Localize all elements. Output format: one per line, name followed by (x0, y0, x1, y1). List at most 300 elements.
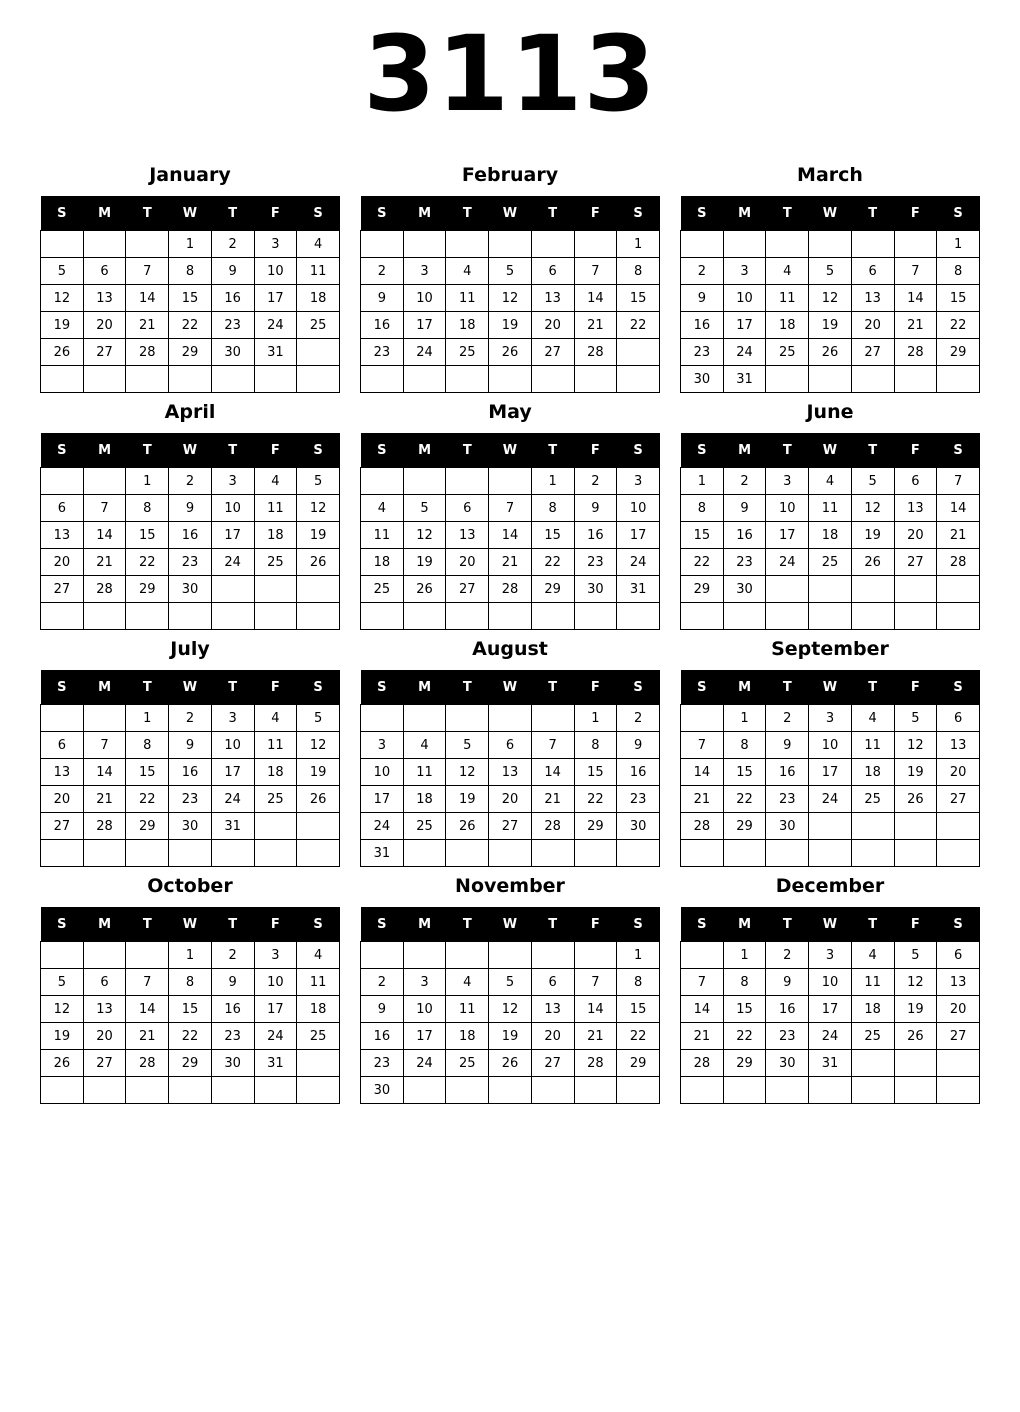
day-cell[interactable]: 24 (211, 549, 254, 576)
day-cell[interactable]: 3 (766, 468, 809, 495)
day-cell[interactable]: 10 (403, 996, 446, 1023)
day-cell[interactable]: 12 (809, 285, 852, 312)
day-cell[interactable]: 24 (403, 339, 446, 366)
day-cell[interactable]: 2 (211, 231, 254, 258)
day-cell[interactable]: 25 (851, 786, 894, 813)
day-cell[interactable]: 22 (617, 312, 660, 339)
day-cell[interactable]: 26 (297, 786, 340, 813)
day-cell[interactable]: 6 (894, 468, 937, 495)
day-cell[interactable]: 14 (126, 996, 169, 1023)
day-cell[interactable]: 17 (211, 759, 254, 786)
day-cell[interactable]: 22 (681, 549, 724, 576)
day-cell[interactable]: 12 (297, 495, 340, 522)
day-cell[interactable]: 17 (403, 1023, 446, 1050)
day-cell[interactable]: 5 (489, 969, 532, 996)
day-cell[interactable]: 23 (681, 339, 724, 366)
day-cell[interactable]: 10 (809, 732, 852, 759)
day-cell[interactable]: 17 (723, 312, 766, 339)
day-cell[interactable]: 20 (41, 549, 84, 576)
day-cell[interactable]: 26 (41, 339, 84, 366)
day-cell[interactable]: 10 (617, 495, 660, 522)
day-cell[interactable]: 25 (766, 339, 809, 366)
day-cell[interactable]: 21 (83, 786, 126, 813)
day-cell[interactable]: 26 (489, 339, 532, 366)
day-cell[interactable]: 13 (531, 285, 574, 312)
day-cell[interactable]: 9 (169, 495, 212, 522)
day-cell[interactable]: 12 (41, 285, 84, 312)
day-cell[interactable]: 9 (723, 495, 766, 522)
day-cell[interactable]: 16 (169, 522, 212, 549)
day-cell[interactable]: 4 (446, 258, 489, 285)
day-cell[interactable]: 21 (937, 522, 980, 549)
day-cell[interactable]: 2 (766, 705, 809, 732)
day-cell[interactable]: 25 (254, 786, 297, 813)
day-cell[interactable]: 8 (723, 969, 766, 996)
day-cell[interactable]: 14 (83, 522, 126, 549)
day-cell[interactable]: 8 (574, 732, 617, 759)
day-cell[interactable]: 18 (254, 522, 297, 549)
day-cell[interactable]: 2 (211, 942, 254, 969)
day-cell[interactable]: 20 (83, 312, 126, 339)
day-cell[interactable]: 5 (446, 732, 489, 759)
day-cell[interactable]: 15 (126, 522, 169, 549)
day-cell[interactable]: 1 (169, 231, 212, 258)
day-cell[interactable]: 13 (851, 285, 894, 312)
day-cell[interactable]: 16 (361, 1023, 404, 1050)
day-cell[interactable]: 24 (254, 1023, 297, 1050)
day-cell[interactable]: 4 (851, 942, 894, 969)
day-cell[interactable]: 16 (361, 312, 404, 339)
day-cell[interactable]: 12 (851, 495, 894, 522)
day-cell[interactable]: 11 (403, 759, 446, 786)
day-cell[interactable]: 25 (297, 1023, 340, 1050)
day-cell[interactable]: 1 (681, 468, 724, 495)
day-cell[interactable]: 14 (894, 285, 937, 312)
day-cell[interactable]: 16 (723, 522, 766, 549)
day-cell[interactable]: 16 (574, 522, 617, 549)
day-cell[interactable]: 29 (617, 1050, 660, 1077)
day-cell[interactable]: 9 (766, 732, 809, 759)
day-cell[interactable]: 7 (531, 732, 574, 759)
day-cell[interactable]: 29 (169, 1050, 212, 1077)
day-cell[interactable]: 3 (403, 258, 446, 285)
day-cell[interactable]: 31 (254, 339, 297, 366)
day-cell[interactable]: 3 (403, 969, 446, 996)
day-cell[interactable]: 30 (766, 1050, 809, 1077)
day-cell[interactable]: 18 (446, 1023, 489, 1050)
day-cell[interactable]: 7 (681, 969, 724, 996)
day-cell[interactable]: 19 (403, 549, 446, 576)
day-cell[interactable]: 10 (211, 732, 254, 759)
day-cell[interactable]: 18 (851, 759, 894, 786)
day-cell[interactable]: 25 (446, 1050, 489, 1077)
day-cell[interactable]: 17 (809, 996, 852, 1023)
day-cell[interactable]: 2 (766, 942, 809, 969)
day-cell[interactable]: 5 (894, 705, 937, 732)
day-cell[interactable]: 23 (361, 1050, 404, 1077)
day-cell[interactable]: 7 (489, 495, 532, 522)
day-cell[interactable]: 24 (809, 786, 852, 813)
day-cell[interactable]: 17 (254, 285, 297, 312)
day-cell[interactable]: 3 (617, 468, 660, 495)
day-cell[interactable]: 3 (809, 705, 852, 732)
day-cell[interactable]: 11 (809, 495, 852, 522)
day-cell[interactable]: 14 (489, 522, 532, 549)
day-cell[interactable]: 26 (489, 1050, 532, 1077)
day-cell[interactable]: 14 (681, 996, 724, 1023)
day-cell[interactable]: 10 (211, 495, 254, 522)
day-cell[interactable]: 8 (681, 495, 724, 522)
day-cell[interactable]: 20 (446, 549, 489, 576)
day-cell[interactable]: 5 (851, 468, 894, 495)
day-cell[interactable]: 20 (894, 522, 937, 549)
day-cell[interactable]: 17 (361, 786, 404, 813)
day-cell[interactable]: 26 (41, 1050, 84, 1077)
day-cell[interactable]: 20 (851, 312, 894, 339)
day-cell[interactable]: 28 (83, 813, 126, 840)
day-cell[interactable]: 2 (361, 258, 404, 285)
day-cell[interactable]: 28 (489, 576, 532, 603)
day-cell[interactable]: 6 (937, 705, 980, 732)
day-cell[interactable]: 28 (681, 813, 724, 840)
day-cell[interactable]: 4 (254, 705, 297, 732)
day-cell[interactable]: 9 (211, 969, 254, 996)
day-cell[interactable]: 17 (211, 522, 254, 549)
day-cell[interactable]: 16 (766, 759, 809, 786)
day-cell[interactable]: 24 (361, 813, 404, 840)
day-cell[interactable]: 1 (169, 942, 212, 969)
day-cell[interactable]: 19 (297, 522, 340, 549)
day-cell[interactable]: 9 (766, 969, 809, 996)
day-cell[interactable]: 24 (809, 1023, 852, 1050)
day-cell[interactable]: 6 (41, 732, 84, 759)
day-cell[interactable]: 2 (169, 468, 212, 495)
day-cell[interactable]: 23 (617, 786, 660, 813)
day-cell[interactable]: 17 (809, 759, 852, 786)
day-cell[interactable]: 20 (531, 1023, 574, 1050)
day-cell[interactable]: 22 (531, 549, 574, 576)
day-cell[interactable]: 29 (126, 576, 169, 603)
day-cell[interactable]: 19 (894, 996, 937, 1023)
day-cell[interactable]: 7 (126, 969, 169, 996)
day-cell[interactable]: 24 (617, 549, 660, 576)
day-cell[interactable]: 13 (531, 996, 574, 1023)
day-cell[interactable]: 25 (254, 549, 297, 576)
day-cell[interactable]: 24 (254, 312, 297, 339)
day-cell[interactable]: 4 (297, 231, 340, 258)
day-cell[interactable]: 23 (169, 549, 212, 576)
day-cell[interactable]: 8 (126, 732, 169, 759)
day-cell[interactable]: 27 (531, 1050, 574, 1077)
day-cell[interactable]: 1 (617, 231, 660, 258)
day-cell[interactable]: 11 (254, 495, 297, 522)
day-cell[interactable]: 8 (169, 258, 212, 285)
day-cell[interactable]: 9 (211, 258, 254, 285)
day-cell[interactable]: 23 (211, 1023, 254, 1050)
day-cell[interactable]: 5 (297, 468, 340, 495)
day-cell[interactable]: 15 (169, 285, 212, 312)
day-cell[interactable]: 17 (766, 522, 809, 549)
day-cell[interactable]: 21 (489, 549, 532, 576)
day-cell[interactable]: 5 (489, 258, 532, 285)
day-cell[interactable]: 22 (617, 1023, 660, 1050)
day-cell[interactable]: 10 (361, 759, 404, 786)
day-cell[interactable]: 30 (681, 366, 724, 393)
day-cell[interactable]: 27 (83, 339, 126, 366)
day-cell[interactable]: 4 (809, 468, 852, 495)
day-cell[interactable]: 22 (574, 786, 617, 813)
day-cell[interactable]: 18 (297, 285, 340, 312)
day-cell[interactable]: 13 (83, 996, 126, 1023)
day-cell[interactable]: 1 (723, 942, 766, 969)
day-cell[interactable]: 14 (574, 285, 617, 312)
day-cell[interactable]: 22 (126, 786, 169, 813)
day-cell[interactable]: 16 (766, 996, 809, 1023)
day-cell[interactable]: 22 (937, 312, 980, 339)
day-cell[interactable]: 20 (937, 759, 980, 786)
day-cell[interactable]: 7 (574, 969, 617, 996)
day-cell[interactable]: 4 (361, 495, 404, 522)
day-cell[interactable]: 9 (617, 732, 660, 759)
day-cell[interactable]: 29 (126, 813, 169, 840)
day-cell[interactable]: 28 (126, 339, 169, 366)
day-cell[interactable]: 15 (169, 996, 212, 1023)
day-cell[interactable]: 11 (851, 732, 894, 759)
day-cell[interactable]: 2 (617, 705, 660, 732)
day-cell[interactable]: 10 (254, 969, 297, 996)
day-cell[interactable]: 18 (254, 759, 297, 786)
day-cell[interactable]: 6 (531, 258, 574, 285)
day-cell[interactable]: 25 (403, 813, 446, 840)
day-cell[interactable]: 4 (766, 258, 809, 285)
day-cell[interactable]: 12 (894, 969, 937, 996)
day-cell[interactable]: 25 (809, 549, 852, 576)
day-cell[interactable]: 15 (617, 285, 660, 312)
day-cell[interactable]: 21 (574, 312, 617, 339)
day-cell[interactable]: 20 (83, 1023, 126, 1050)
day-cell[interactable]: 28 (574, 1050, 617, 1077)
day-cell[interactable]: 27 (937, 1023, 980, 1050)
day-cell[interactable]: 15 (617, 996, 660, 1023)
day-cell[interactable]: 23 (723, 549, 766, 576)
day-cell[interactable]: 6 (489, 732, 532, 759)
day-cell[interactable]: 18 (809, 522, 852, 549)
day-cell[interactable]: 19 (489, 312, 532, 339)
day-cell[interactable]: 30 (169, 813, 212, 840)
day-cell[interactable]: 25 (361, 576, 404, 603)
day-cell[interactable]: 19 (489, 1023, 532, 1050)
day-cell[interactable]: 7 (894, 258, 937, 285)
day-cell[interactable]: 6 (531, 969, 574, 996)
day-cell[interactable]: 1 (723, 705, 766, 732)
day-cell[interactable]: 4 (254, 468, 297, 495)
day-cell[interactable]: 11 (361, 522, 404, 549)
day-cell[interactable]: 19 (446, 786, 489, 813)
day-cell[interactable]: 16 (169, 759, 212, 786)
day-cell[interactable]: 15 (723, 996, 766, 1023)
day-cell[interactable]: 6 (83, 258, 126, 285)
day-cell[interactable]: 10 (403, 285, 446, 312)
day-cell[interactable]: 18 (361, 549, 404, 576)
day-cell[interactable]: 29 (681, 576, 724, 603)
day-cell[interactable]: 4 (446, 969, 489, 996)
day-cell[interactable]: 30 (211, 339, 254, 366)
day-cell[interactable]: 13 (937, 969, 980, 996)
day-cell[interactable]: 10 (809, 969, 852, 996)
day-cell[interactable]: 6 (851, 258, 894, 285)
day-cell[interactable]: 24 (766, 549, 809, 576)
day-cell[interactable]: 19 (894, 759, 937, 786)
day-cell[interactable]: 21 (126, 1023, 169, 1050)
day-cell[interactable]: 28 (574, 339, 617, 366)
day-cell[interactable]: 27 (894, 549, 937, 576)
day-cell[interactable]: 27 (851, 339, 894, 366)
day-cell[interactable]: 21 (126, 312, 169, 339)
day-cell[interactable]: 20 (489, 786, 532, 813)
day-cell[interactable]: 28 (681, 1050, 724, 1077)
day-cell[interactable]: 31 (254, 1050, 297, 1077)
day-cell[interactable]: 16 (211, 996, 254, 1023)
day-cell[interactable]: 9 (169, 732, 212, 759)
day-cell[interactable]: 4 (851, 705, 894, 732)
day-cell[interactable]: 3 (211, 705, 254, 732)
day-cell[interactable]: 7 (574, 258, 617, 285)
day-cell[interactable]: 12 (297, 732, 340, 759)
day-cell[interactable]: 25 (851, 1023, 894, 1050)
day-cell[interactable]: 7 (83, 732, 126, 759)
day-cell[interactable]: 22 (126, 549, 169, 576)
day-cell[interactable]: 30 (766, 813, 809, 840)
day-cell[interactable]: 25 (297, 312, 340, 339)
day-cell[interactable]: 30 (361, 1077, 404, 1104)
day-cell[interactable]: 31 (723, 366, 766, 393)
day-cell[interactable]: 30 (723, 576, 766, 603)
day-cell[interactable]: 9 (361, 285, 404, 312)
day-cell[interactable]: 5 (894, 942, 937, 969)
day-cell[interactable]: 15 (531, 522, 574, 549)
day-cell[interactable]: 26 (894, 1023, 937, 1050)
day-cell[interactable]: 28 (83, 576, 126, 603)
day-cell[interactable]: 7 (126, 258, 169, 285)
day-cell[interactable]: 13 (446, 522, 489, 549)
day-cell[interactable]: 14 (126, 285, 169, 312)
day-cell[interactable]: 18 (766, 312, 809, 339)
day-cell[interactable]: 19 (851, 522, 894, 549)
day-cell[interactable]: 31 (809, 1050, 852, 1077)
day-cell[interactable]: 8 (169, 969, 212, 996)
day-cell[interactable]: 1 (937, 231, 980, 258)
day-cell[interactable]: 26 (894, 786, 937, 813)
day-cell[interactable]: 15 (574, 759, 617, 786)
day-cell[interactable]: 18 (403, 786, 446, 813)
day-cell[interactable]: 11 (766, 285, 809, 312)
day-cell[interactable]: 27 (531, 339, 574, 366)
day-cell[interactable]: 3 (809, 942, 852, 969)
day-cell[interactable]: 29 (531, 576, 574, 603)
day-cell[interactable]: 6 (83, 969, 126, 996)
day-cell[interactable]: 3 (254, 942, 297, 969)
day-cell[interactable]: 23 (169, 786, 212, 813)
day-cell[interactable]: 29 (723, 1050, 766, 1077)
day-cell[interactable]: 5 (297, 705, 340, 732)
day-cell[interactable]: 27 (41, 813, 84, 840)
day-cell[interactable]: 7 (937, 468, 980, 495)
day-cell[interactable]: 19 (297, 759, 340, 786)
day-cell[interactable]: 9 (574, 495, 617, 522)
day-cell[interactable]: 26 (403, 576, 446, 603)
day-cell[interactable]: 27 (41, 576, 84, 603)
day-cell[interactable]: 19 (809, 312, 852, 339)
day-cell[interactable]: 2 (169, 705, 212, 732)
day-cell[interactable]: 30 (211, 1050, 254, 1077)
day-cell[interactable]: 15 (937, 285, 980, 312)
day-cell[interactable]: 21 (681, 1023, 724, 1050)
day-cell[interactable]: 5 (403, 495, 446, 522)
day-cell[interactable]: 2 (361, 969, 404, 996)
day-cell[interactable]: 11 (297, 969, 340, 996)
day-cell[interactable]: 6 (41, 495, 84, 522)
day-cell[interactable]: 23 (766, 786, 809, 813)
day-cell[interactable]: 3 (254, 231, 297, 258)
day-cell[interactable]: 14 (937, 495, 980, 522)
day-cell[interactable]: 12 (41, 996, 84, 1023)
day-cell[interactable]: 27 (937, 786, 980, 813)
day-cell[interactable]: 18 (446, 312, 489, 339)
day-cell[interactable]: 12 (489, 285, 532, 312)
day-cell[interactable]: 2 (723, 468, 766, 495)
day-cell[interactable]: 8 (617, 969, 660, 996)
day-cell[interactable]: 17 (254, 996, 297, 1023)
day-cell[interactable]: 19 (41, 1023, 84, 1050)
day-cell[interactable]: 10 (766, 495, 809, 522)
day-cell[interactable]: 11 (254, 732, 297, 759)
day-cell[interactable]: 3 (361, 732, 404, 759)
day-cell[interactable]: 9 (681, 285, 724, 312)
day-cell[interactable]: 22 (169, 1023, 212, 1050)
day-cell[interactable]: 20 (937, 996, 980, 1023)
day-cell[interactable]: 14 (681, 759, 724, 786)
day-cell[interactable]: 13 (489, 759, 532, 786)
day-cell[interactable]: 8 (126, 495, 169, 522)
day-cell[interactable]: 31 (211, 813, 254, 840)
day-cell[interactable]: 16 (211, 285, 254, 312)
day-cell[interactable]: 11 (446, 996, 489, 1023)
day-cell[interactable]: 28 (937, 549, 980, 576)
day-cell[interactable]: 2 (681, 258, 724, 285)
day-cell[interactable]: 17 (403, 312, 446, 339)
day-cell[interactable]: 13 (41, 522, 84, 549)
day-cell[interactable]: 13 (41, 759, 84, 786)
day-cell[interactable]: 6 (446, 495, 489, 522)
day-cell[interactable]: 8 (723, 732, 766, 759)
day-cell[interactable]: 3 (211, 468, 254, 495)
day-cell[interactable]: 14 (83, 759, 126, 786)
day-cell[interactable]: 26 (809, 339, 852, 366)
day-cell[interactable]: 22 (723, 1023, 766, 1050)
day-cell[interactable]: 20 (41, 786, 84, 813)
day-cell[interactable]: 5 (41, 258, 84, 285)
day-cell[interactable]: 17 (617, 522, 660, 549)
day-cell[interactable]: 12 (489, 996, 532, 1023)
day-cell[interactable]: 1 (574, 705, 617, 732)
day-cell[interactable]: 21 (894, 312, 937, 339)
day-cell[interactable]: 4 (403, 732, 446, 759)
day-cell[interactable]: 1 (617, 942, 660, 969)
day-cell[interactable]: 8 (937, 258, 980, 285)
day-cell[interactable]: 23 (211, 312, 254, 339)
day-cell[interactable]: 19 (41, 312, 84, 339)
day-cell[interactable]: 22 (169, 312, 212, 339)
